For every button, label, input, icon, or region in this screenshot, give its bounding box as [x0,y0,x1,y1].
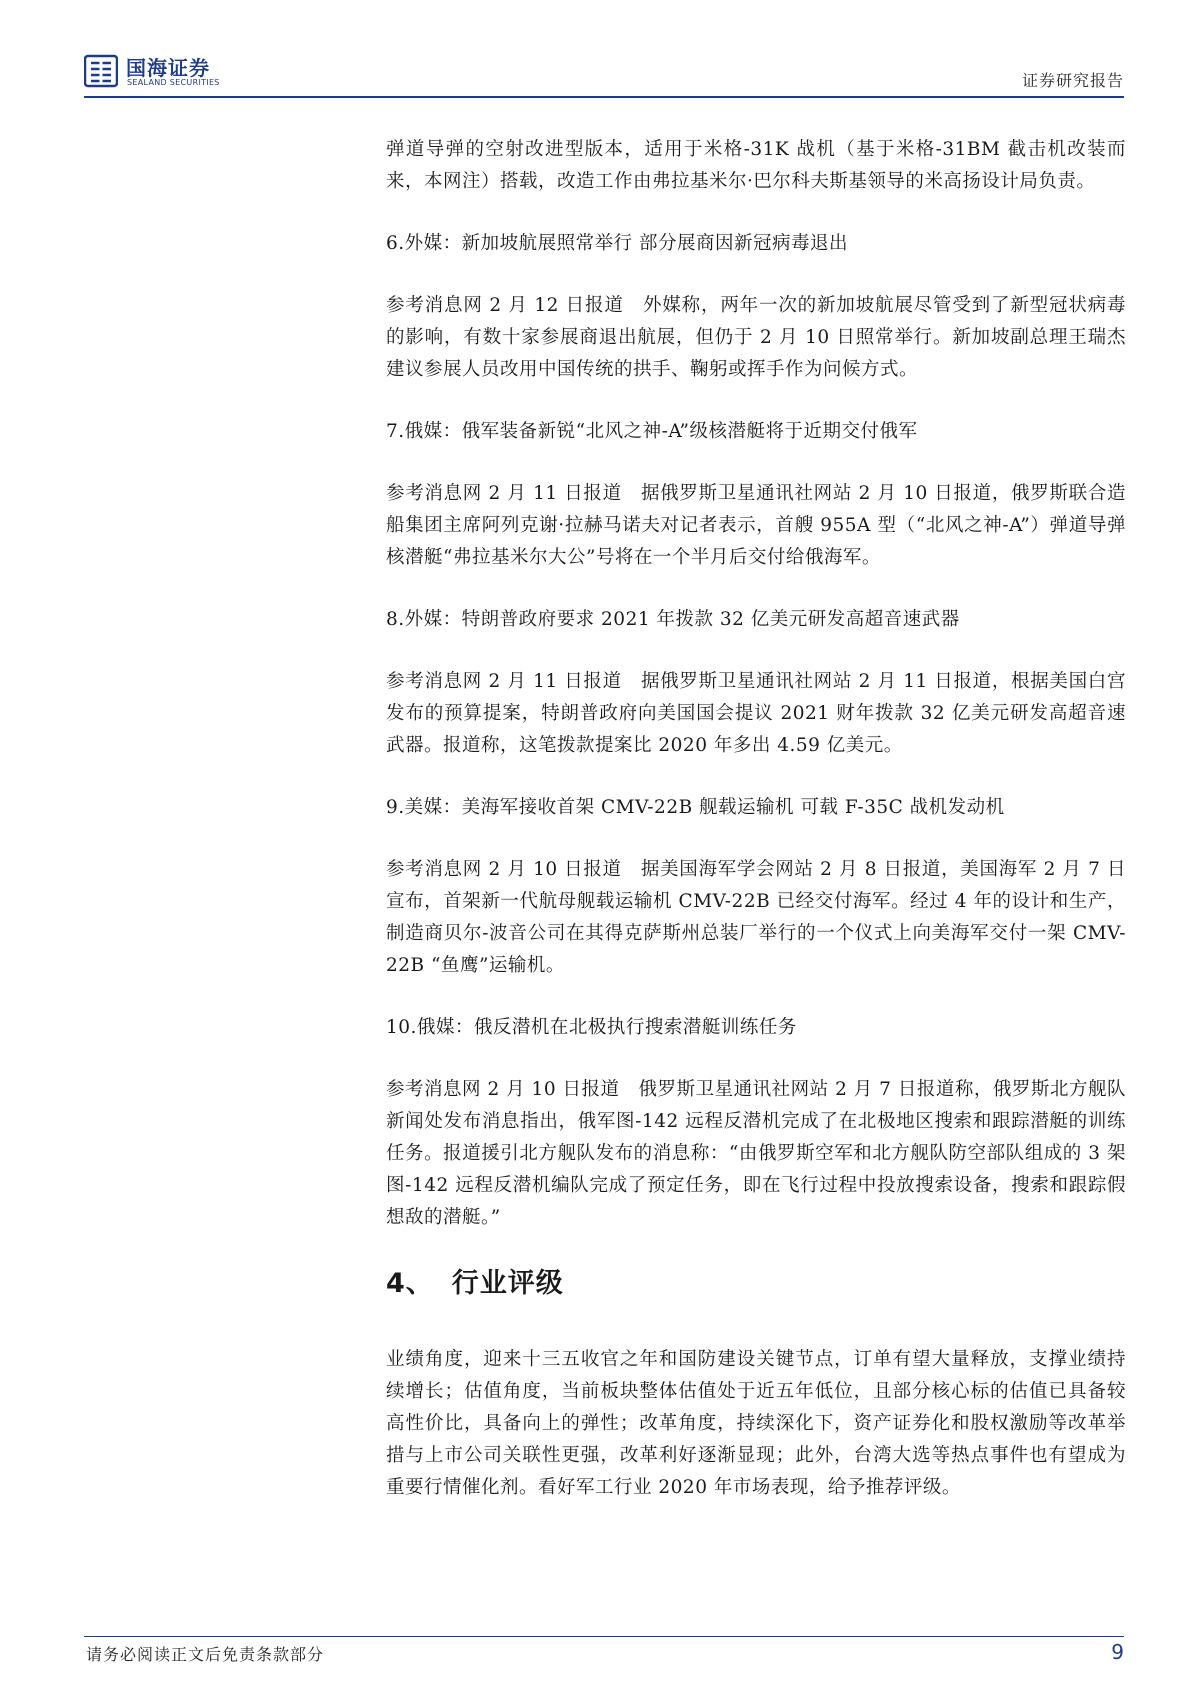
footer-disclaimer: 请务必阅读正文后免责条款部分 [86,1645,325,1664]
news-body: 参考消息网 2 月 12 日报道 外媒称，两年一次的新加坡航展尽管受到了新型冠状病毒的影响，有数十家参展商退出航展，但仍于 2 月 10 日照常举行。新加坡副总理王瑞杰建议参展人员改用中国传统的拱手、鞠躬或挥手作为问候方式。 [386,295,1126,380]
news-title: 10.俄媒：俄反潜机在北极执行搜索潜艇训练任务 [386,1017,797,1038]
news-title: 6.外媒：新加坡航展照常举行 部分展商因新冠病毒退出 [386,233,849,254]
news-title: 8.外媒：特朗普政府要求 2021 年拨款 32 亿美元研发高超音速武器 [386,609,960,630]
company-logo [84,50,234,94]
logo-text-cn: 国海证券 [126,56,210,80]
news-body: 参考消息网 2 月 11 日报道 据俄罗斯卫星通讯社网站 2 月 10 日报道，俄罗斯联合造船集团主席阿列克谢·拉赫马诺夫对记者表示，首艘 955A 型（“北风之神-A”）弹道导弹核潜艇“弗拉基米尔大公”号将在一个半月后交付给俄海军。 [386,483,1126,568]
section-title-text: 行业评级 [451,1268,564,1299]
news-body: 参考消息网 2 月 11 日报道 据俄罗斯卫星通讯社网站 2 月 11 日报道，根据美国白宫发布的预算提案，特朗普政府向美国国会提议 2021 财年拨款 32 亿美元研发高超音速武器。报道称，这笔拨款提案比 2020 年多出 4.59 亿美元。 [386,671,1126,756]
footer-divider [84,1636,1124,1637]
intro-continuation: 弹道导弹的空射改进型版本，适用于米格-31K 战机（基于米格-31BM 截击机改装而来，本网注）搭载，改造工作由弗拉基米尔·巴尔科夫斯基领导的米高扬设计局负责。 [386,139,1126,192]
section-body: 业绩角度，迎来十三五收官之年和国防建设关键节点，订单有望大量释放，支撑业绩持续增长；估值角度，当前板块整体估值处于近五年低位，且部分核心标的估值已具备较高性价比，具备向上的弹性；改革角度，持续深化下，资产证券化和股权激励等改革举措与上市公司关联性更强，改革利好逐渐显现；此外，台湾大选等热点事件也有望成为重要行情催化剂。看好军工行业 2020 年市场表现，给予推荐评级。 [386,1349,1126,1498]
header-divider [84,96,1124,98]
news-body: 参考消息网 2 月 10 日报道 俄罗斯卫星通讯社网站 2 月 7 日报道称，俄罗斯北方舰队新闻处发布消息指出，俄军图-142 远程反潜机完成了在北极地区搜索和跟踪潜艇的训练任务。报道援引北方舰队发布的消息称：“由俄罗斯空军和北方舰队防空部队组成的 3 架图-142 远程反潜机编队完成了预定任务，即在飞行过程中投放搜索设备，搜索和跟踪假想敌的潜艇。” [386,1079,1126,1228]
main-content [386,134,1126,1534]
news-title: 7.俄媒：俄军装备新锐“北风之神-A”级核潜艇将于近期交付俄军 [386,421,918,442]
sealand-logo-icon [84,54,118,88]
news-title: 9.美媒：美海军接收首架 CMV-22B 舰载运输机 可载 F-35C 战机发动机 [386,797,1005,818]
page-number: 9 [1111,1640,1124,1664]
section-number: 4、 [386,1268,434,1299]
news-body: 参考消息网 2 月 10 日报道 据美国海军学会网站 2 月 8 日报道，美国海军 2 月 7 日宣布，首架新一代航母舰载运输机 CMV-22B 已经交付海军。经过 4 年的设计和生产，制造商贝尔-波音公司在其得克萨斯州总装厂举行的一个仪式上向美海军交付一架 CMV-22B “鱼鹰”运输机。 [386,859,1126,976]
report-type-label: 证券研究报告 [1021,71,1124,90]
logo-text-en: SEALAND SECURITIES [127,78,220,87]
page-header [84,50,1124,94]
section-heading [386,1264,1126,1304]
